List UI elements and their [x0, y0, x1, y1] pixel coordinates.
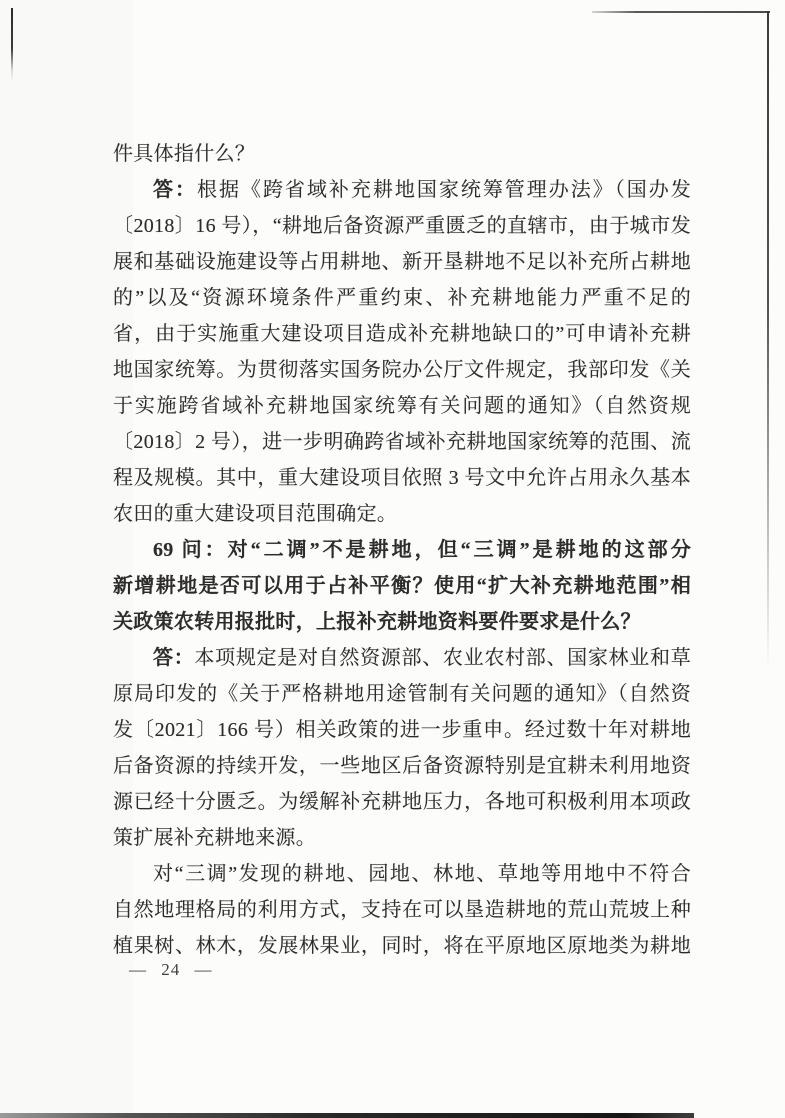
- text-line: [113, 172, 691, 208]
- body-text: 策扩展补充耕地来源。: [113, 827, 316, 849]
- text-line: [113, 784, 691, 820]
- text-line: [113, 460, 691, 496]
- text-line: [113, 604, 691, 640]
- body-text: 件具体指什么？: [113, 143, 256, 165]
- body-text: 农田的重大建设项目范围确定。: [113, 503, 398, 525]
- body-text: 源已经十分匮乏。为缓解补充耕地压力，各地可积极利用本项政: [113, 791, 691, 813]
- text-line: [113, 208, 691, 244]
- body-text: 展和基础设施建设等占用耕地、新开垦耕地不足以补充所占耕地: [113, 251, 691, 273]
- text-line: [113, 748, 691, 784]
- text-line: [113, 532, 691, 568]
- bold-text: 69 问：对“二调”不是耕地，但“三调”是耕地的这部分: [153, 539, 691, 561]
- text-line: [113, 676, 691, 712]
- text-line: [113, 352, 691, 388]
- text-line: [113, 496, 691, 532]
- text-line: [113, 280, 691, 316]
- body-text: 省，由于实施重大建设项目造成补充耕地缺口的”可申请补充耕: [113, 323, 691, 345]
- body-text: 〔2018〕16 号），“耕地后备资源严重匮乏的直辖市，由于城市发: [113, 215, 691, 237]
- body-text: 程及规模。其中，重大建设项目依照 3 号文中允许占用永久基本: [113, 467, 691, 489]
- text-line: [113, 820, 691, 856]
- bold-text: 答：: [153, 179, 197, 201]
- text-line: [113, 892, 691, 928]
- text-line: [113, 856, 691, 892]
- body-text: 植果树、林木，发展林果业，同时，将在平原地区原地类为耕地: [113, 935, 691, 957]
- body-text: 本项规定是对自然资源部、农业农村部、国家林业和草: [194, 647, 691, 669]
- text-line: [113, 640, 691, 676]
- text-line: [113, 136, 691, 172]
- text-line: [113, 244, 691, 280]
- body-text: 的”以及“资源环境条件严重约束、补充耕地能力严重不足的: [113, 287, 691, 309]
- scan-shadow-bottom-edge: [0, 1113, 694, 1118]
- text-line: [113, 568, 691, 604]
- body-text: 自然地理格局的利用方式，支持在可以垦造耕地的荒山荒坡上种: [113, 899, 691, 921]
- body-text: 〔2018〕2 号），进一步明确跨省域补充耕地国家统筹的范围、流: [113, 431, 691, 453]
- body-text: 后备资源的持续开发，一些地区后备资源特别是宜耕未利用地资: [113, 755, 691, 777]
- body-text: 于实施跨省域补充耕地国家统筹有关问题的通知》（自然资规: [113, 395, 691, 417]
- body-text: 对“三调”发现的耕地、园地、林地、草地等用地中不符合: [153, 863, 691, 885]
- text-line: [113, 388, 691, 424]
- bold-text: 关政策农转用报批时，上报补充耕地资料要件要求是什么？: [113, 611, 641, 633]
- page-number: — 24 —: [129, 960, 213, 979]
- body-text: 原局印发的《关于严格耕地用途管制有关问题的通知》（自然资: [113, 683, 691, 705]
- text-line: [113, 316, 691, 352]
- body-text: 地国家统筹。为贯彻落实国务院办公厅文件规定，我部印发《关: [113, 359, 691, 381]
- document-body: [113, 136, 691, 964]
- scan-border-right: [767, 11, 769, 671]
- page-footer: [129, 956, 213, 984]
- body-text: 根据《跨省域补充耕地国家统筹管理办法》（国办发: [196, 179, 691, 201]
- scan-pen-mark-top-left: [11, 8, 13, 82]
- bold-text: 新增耕地是否可以用于占补平衡？使用“扩大补充耕地范围”相: [113, 575, 691, 597]
- text-line: [113, 424, 691, 460]
- text-line: [113, 712, 691, 748]
- body-text: 发〔2021〕166 号）相关政策的进一步重申。经过数十年对耕地: [113, 719, 691, 741]
- bold-text: 答：: [153, 647, 195, 669]
- scan-border-top-right: [592, 11, 770, 13]
